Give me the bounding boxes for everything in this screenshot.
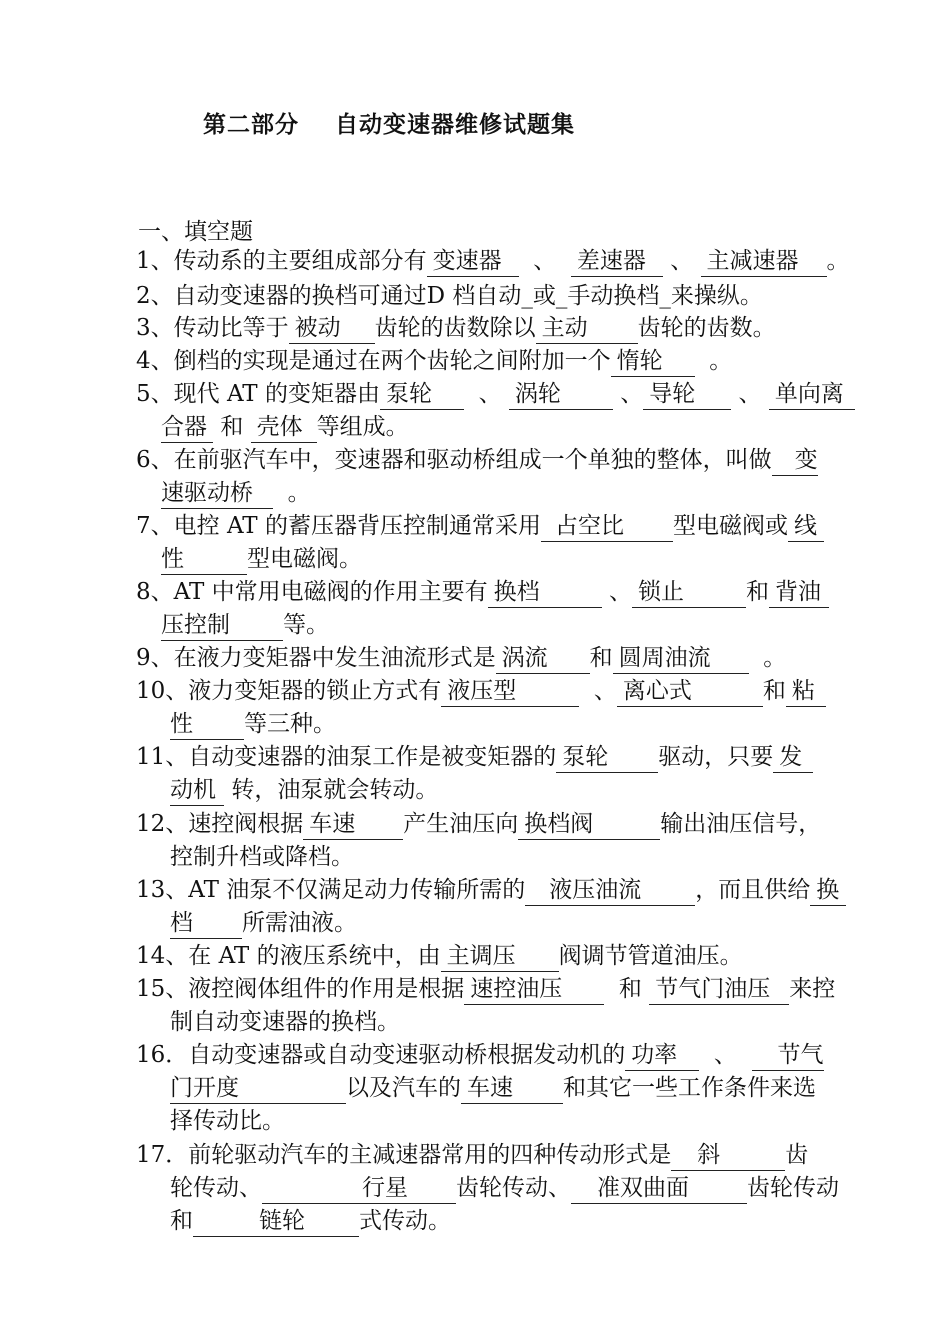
answer-blank: 速控油压 bbox=[464, 974, 604, 1005]
question-text: 12、速控阀根据 bbox=[136, 811, 304, 837]
question-text: 和 bbox=[170, 1208, 193, 1234]
question-16 bbox=[136, 1039, 860, 1138]
answer-blank: 单向离 bbox=[769, 379, 855, 410]
question-12 bbox=[136, 808, 860, 874]
question-text: 、 bbox=[713, 1042, 737, 1068]
answer-blank: 导轮 bbox=[643, 379, 731, 410]
answer-blank: 档 bbox=[170, 908, 242, 939]
answer-blank: 速驱动桥 bbox=[161, 478, 273, 509]
question-text: 等三种。 bbox=[244, 711, 336, 737]
answer-blank: 主调压 bbox=[441, 941, 559, 972]
answer-blank: 壳体 bbox=[251, 412, 317, 443]
question-8 bbox=[136, 576, 860, 642]
question-text: 2、自动变速器的换档可通过 bbox=[136, 283, 427, 309]
question-text: 9、在液力变矩器中发生油流形式是 bbox=[136, 645, 496, 671]
answer-blank: 车速 bbox=[461, 1073, 563, 1104]
question-text: 13、AT 油泵不仅满足动力传输所需的 bbox=[136, 877, 526, 903]
question-text: 。 bbox=[287, 480, 311, 506]
page-title: 第二部分 自动变速器维修试题集 bbox=[203, 112, 576, 138]
question-text: 齿轮传动、 bbox=[456, 1175, 571, 1201]
question-3 bbox=[136, 312, 860, 345]
question-text: 17．前轮驱动汽车的主减速器常用的四种传动形式是 bbox=[136, 1142, 672, 1168]
question-text: 齿轮的齿数。 bbox=[637, 315, 776, 341]
question-text: 5、现代 AT 的变矩器由 bbox=[136, 381, 380, 407]
question-text: 4、倒档的实现是通过在两个齿轮之间附加一个 bbox=[136, 348, 611, 374]
answer-blank: 性 bbox=[161, 544, 247, 575]
answer-blank: 圆周油流 bbox=[613, 643, 749, 674]
question-text: 式传动。 bbox=[359, 1208, 451, 1234]
question-text: 型电磁阀。 bbox=[247, 546, 362, 572]
question-text: 来控 bbox=[789, 976, 836, 1002]
question-text: 。 bbox=[763, 645, 787, 671]
question-text: 。 bbox=[709, 348, 733, 374]
question-4 bbox=[136, 345, 860, 378]
answer-blank: 链轮 bbox=[193, 1206, 359, 1237]
answer-blank: 变速器 bbox=[427, 246, 519, 277]
question-text: 转，油泵就会转动。 bbox=[231, 777, 439, 803]
question-text: 1、传动系的主要组成部分有 bbox=[136, 248, 427, 274]
answer-blank: 主动 bbox=[536, 313, 638, 344]
question-15 bbox=[136, 973, 860, 1039]
question-text: 以及汽车的 bbox=[346, 1075, 461, 1101]
question-text: 和其它一些工作条件来选 bbox=[563, 1075, 816, 1101]
answer-blank: 车速 bbox=[303, 809, 403, 840]
question-text: 和 bbox=[762, 678, 786, 704]
question-text: 型电磁阀或 bbox=[672, 513, 788, 539]
answer-blank: 斜 bbox=[671, 1140, 785, 1171]
answer-blank: 占空比 bbox=[541, 511, 673, 542]
question-13 bbox=[136, 874, 860, 940]
question-text: 、 bbox=[620, 381, 644, 407]
answer-blank: 准双曲面 bbox=[571, 1173, 747, 1204]
question-text: 3、传动比等于 bbox=[136, 315, 289, 341]
question-text: 阀调节管道油压。 bbox=[558, 943, 743, 969]
question-text: 8、AT 中常用电磁阀的作用主要有 bbox=[136, 579, 488, 605]
question-text: 、 bbox=[533, 248, 557, 274]
answer-blank: 换档阀 bbox=[518, 809, 660, 840]
answer-blank: 背油 bbox=[769, 577, 829, 608]
question-text: 、 bbox=[478, 381, 502, 407]
answer-blank: 行星 bbox=[262, 1173, 456, 1204]
question-text: 6、在前驱汽车中，变速器和驱动桥组成一个单独的整体，叫做 bbox=[136, 447, 772, 473]
answer-blank: 合器 bbox=[161, 412, 213, 443]
answer-blank: 主减速器 bbox=[701, 246, 827, 277]
question-text: 、 bbox=[738, 381, 762, 407]
answer-blank: 液压油流 bbox=[525, 875, 695, 906]
question-text: 14、在 AT 的液压系统中，由 bbox=[136, 943, 441, 969]
answer-blank: 涡流 bbox=[496, 643, 590, 674]
question-text: 齿 bbox=[785, 1142, 809, 1168]
question-text: 轮传动、 bbox=[170, 1175, 262, 1201]
section-heading: 一、填空题 bbox=[138, 219, 253, 245]
question-text: 和 bbox=[618, 976, 642, 1002]
question-text: 制自动变速器的换档。 bbox=[170, 1009, 400, 1035]
question-text: 和 bbox=[220, 414, 244, 440]
question-text: 择传动比。 bbox=[170, 1108, 285, 1134]
answer-blank: 门开度 bbox=[170, 1073, 346, 1104]
question-1 bbox=[136, 245, 860, 278]
answer-inline: D 档自动_或_手动换档_ bbox=[426, 283, 671, 309]
question-text: 驱动，只要 bbox=[658, 744, 774, 770]
question-text: 、 bbox=[593, 678, 617, 704]
question-text: 等组成。 bbox=[316, 414, 409, 440]
answer-blank: 差速器 bbox=[571, 246, 663, 277]
question-7 bbox=[136, 510, 860, 576]
question-text: 齿轮传动 bbox=[747, 1175, 839, 1201]
answer-blank: 发 bbox=[773, 742, 813, 773]
question-text: 控制升档或降档。 bbox=[170, 844, 354, 870]
question-10 bbox=[136, 675, 860, 741]
answer-blank: 性 bbox=[170, 709, 244, 740]
question-text: 11、自动变速器的油泵工作是被变矩器的 bbox=[136, 744, 557, 770]
answer-blank: 泵轮 bbox=[380, 379, 464, 410]
answer-blank: 离心式 bbox=[617, 676, 763, 707]
question-text: 齿轮的齿数除以 bbox=[374, 315, 536, 341]
question-text: 15、液控阀体组件的作用是根据 bbox=[136, 976, 465, 1002]
answer-blank: 变 bbox=[772, 445, 818, 476]
question-text: 输出油压信号， bbox=[660, 811, 822, 837]
question-2 bbox=[136, 280, 860, 313]
question-11 bbox=[136, 741, 860, 807]
question-text: 所需油液。 bbox=[242, 910, 357, 936]
question-text: 。 bbox=[826, 248, 850, 274]
answer-blank: 动机 bbox=[170, 775, 224, 806]
answer-blank: 粘 bbox=[786, 676, 826, 707]
question-text: 、 bbox=[608, 579, 632, 605]
question-5 bbox=[136, 378, 860, 444]
question-text: 16．自动变速器或自动变速驱动桥根据发动机的 bbox=[136, 1042, 626, 1068]
question-17 bbox=[136, 1139, 860, 1238]
answer-blank: 涡轮 bbox=[509, 379, 613, 410]
answer-blank: 功率 bbox=[625, 1040, 699, 1071]
answer-blank: 节气门油压 bbox=[649, 974, 789, 1005]
question-text: ，而且供给 bbox=[695, 877, 811, 903]
answer-blank: 惰轮 bbox=[611, 346, 695, 377]
question-text: 和 bbox=[589, 645, 613, 671]
question-9 bbox=[136, 642, 860, 675]
answer-blank: 换 bbox=[810, 875, 846, 906]
question-text: 、 bbox=[670, 248, 694, 274]
question-text: 来操纵。 bbox=[670, 283, 763, 309]
answer-blank: 液压型 bbox=[441, 676, 579, 707]
question-text: 产生油压向 bbox=[403, 811, 519, 837]
answer-blank: 被动 bbox=[289, 313, 375, 344]
answer-blank: 锁止 bbox=[632, 577, 746, 608]
question-text: 等。 bbox=[283, 612, 329, 638]
answer-blank: 线 bbox=[788, 511, 824, 542]
question-14 bbox=[136, 940, 860, 973]
answer-blank: 压控制 bbox=[161, 610, 283, 641]
answer-blank: 换档 bbox=[488, 577, 602, 608]
question-text: 和 bbox=[745, 579, 769, 605]
question-text: 7、电控 AT 的蓄压器背压控制通常采用 bbox=[136, 513, 541, 539]
answer-blank: 泵轮 bbox=[556, 742, 658, 773]
question-text: 10、液力变矩器的锁止方式有 bbox=[136, 678, 442, 704]
answer-blank: 节气 bbox=[752, 1040, 824, 1071]
question-6 bbox=[136, 444, 860, 510]
